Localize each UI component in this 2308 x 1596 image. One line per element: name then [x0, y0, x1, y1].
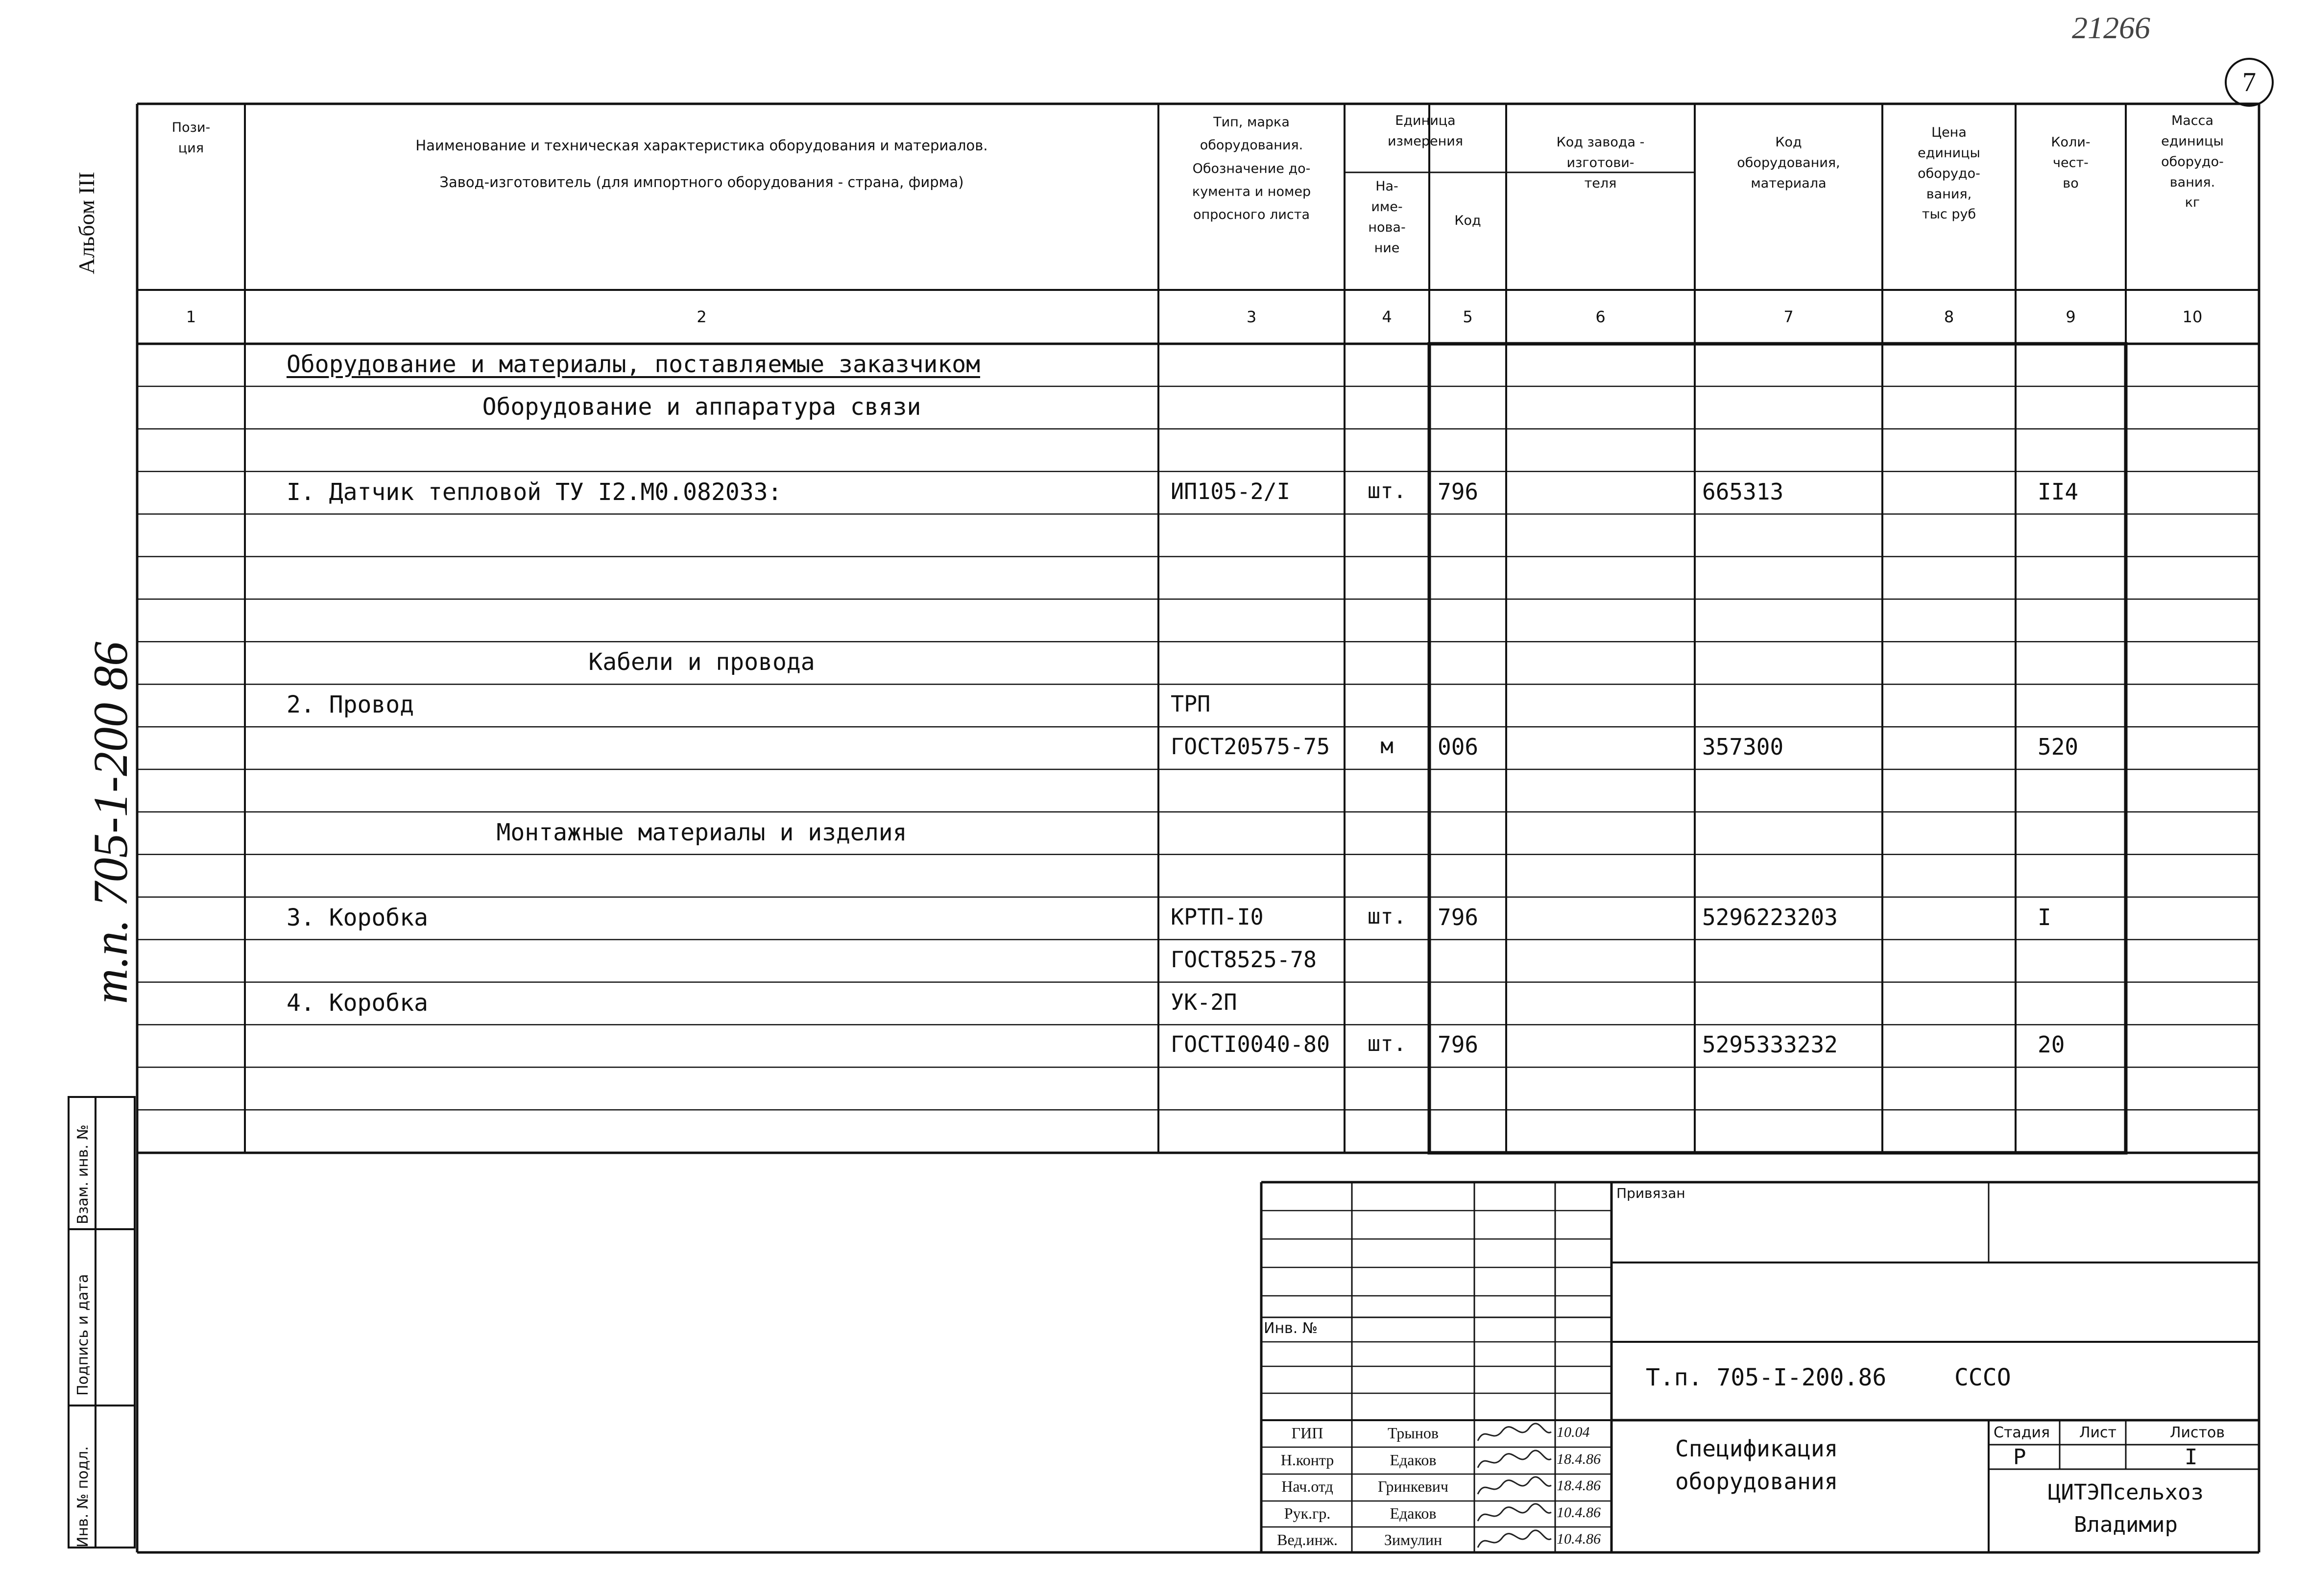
header-unit-code: Код — [1454, 213, 1481, 228]
column-number: 4 — [1382, 308, 1392, 326]
title-privyazan: Привязан — [1616, 1185, 1685, 1201]
header-price: Цена единицы оборудо- вания, тыс руб — [1918, 125, 1980, 222]
item-quantity: II4 — [2038, 478, 2079, 505]
signer-role: Нач.отд — [1281, 1477, 1333, 1495]
subsection-title: Оборудование и аппаратура связи — [482, 393, 921, 421]
signer-role: ГИП — [1291, 1424, 1323, 1442]
signer-date: 18.4.86 — [1557, 1477, 1601, 1494]
signature — [1475, 1449, 1554, 1474]
item-code: 5296223203 — [1702, 904, 1838, 930]
title-organization: ЦИТЭПсельхоз Владимир — [2048, 1480, 2204, 1537]
item-type: КРТП-I0 — [1171, 904, 1264, 930]
column-number: 8 — [1944, 308, 1954, 326]
item-name: 3. Коробка — [287, 904, 428, 931]
column-number: 9 — [2066, 308, 2076, 326]
title-suffix: СССО — [1954, 1364, 2011, 1391]
signer-date: 18.4.86 — [1557, 1451, 1601, 1467]
column-number: 10 — [2182, 308, 2203, 326]
title-designation: Т.п. 705-I-200.86 — [1646, 1364, 1887, 1391]
title-sheets-value: I — [2185, 1445, 2198, 1470]
signer-name: Гринкевич — [1377, 1477, 1448, 1495]
header-unit-name: На- име- нова- ние — [1368, 179, 1406, 256]
title-sheets-label: Листов — [2170, 1424, 2225, 1441]
title-stage-value: Р — [2013, 1445, 2026, 1470]
item-quantity: 20 — [2038, 1031, 2065, 1058]
signer-date: 10.4.86 — [1557, 1531, 1601, 1547]
header-name: Наименование и техническая характеристика оборудования и материалов. Завод-изготовитель (для импортного оборудования - страна, фирма) — [415, 137, 988, 191]
item-unit-code: 796 — [1438, 1031, 1479, 1058]
title-document-name: Спецификация оборудования — [1675, 1435, 1838, 1495]
column-number: 5 — [1463, 308, 1473, 326]
item-type: ГОСТI0040-80 — [1171, 1031, 1330, 1058]
signer-role: Н.контр — [1280, 1451, 1334, 1469]
stamp-inv-podl: Инв. № подл. — [74, 1446, 92, 1548]
stamp-vzam-inv: Взам. инв. № — [74, 1124, 92, 1224]
signature — [1475, 1476, 1554, 1500]
item-type: ГОСТ20575-75 — [1171, 734, 1330, 760]
item-code: 665313 — [1702, 478, 1784, 505]
archive-code: 21266 — [2072, 10, 2150, 45]
item-unit-code: 006 — [1438, 734, 1479, 761]
project-number-handwritten: т.п. 705-1-200 86 — [83, 641, 138, 1004]
signature — [1475, 1422, 1554, 1447]
item-unit: шт. — [1367, 904, 1407, 929]
signature — [1475, 1502, 1554, 1527]
header-qty: Коли- чест- во — [2051, 135, 2091, 191]
header-pos: Пози- ция — [171, 120, 211, 156]
item-quantity: 520 — [2038, 734, 2079, 761]
item-unit-code: 796 — [1438, 904, 1479, 930]
subsection-title: Монтажные материалы и изделия — [496, 818, 907, 846]
column-number: 6 — [1595, 308, 1606, 326]
column-number: 7 — [1783, 308, 1794, 326]
item-type: ГОСТ8525-78 — [1171, 946, 1317, 973]
signer-date: 10.4.86 — [1557, 1504, 1601, 1521]
section-title: Оборудование и материалы, поставляемые заказчиком — [287, 351, 981, 378]
sheet-number: 7 — [2242, 67, 2256, 97]
item-unit: шт. — [1367, 1031, 1407, 1057]
header-unit-group: Единица измерения — [1387, 113, 1464, 149]
signature — [1475, 1529, 1554, 1553]
item-unit: м — [1380, 734, 1394, 759]
header-plant: Код завода - изготови- теля — [1556, 135, 1645, 191]
signer-date: 10.04 — [1557, 1424, 1590, 1440]
header-type: Тип, марка оборудования. Обозначение до- кумента и номер опросного листа — [1192, 115, 1311, 222]
header-code: Код оборудования, материала — [1737, 135, 1840, 191]
signer-name: Едаков — [1390, 1504, 1437, 1522]
column-number: 3 — [1246, 308, 1257, 326]
item-type: ТРП — [1171, 691, 1211, 717]
stamp-podpis-data: Подпись и дата — [74, 1274, 92, 1396]
album-label: Альбом III — [74, 171, 99, 274]
title-stage-label: Стадия — [1994, 1424, 2050, 1441]
title-inv-no: Инв. № — [1264, 1320, 1318, 1337]
column-number: 1 — [186, 308, 196, 326]
item-code: 5295333232 — [1702, 1031, 1838, 1058]
item-type: ИП105-2/I — [1171, 478, 1290, 504]
item-unit: шт. — [1367, 478, 1407, 503]
title-sheet-label: Лист — [2079, 1424, 2117, 1441]
signer-role: Вед.инж. — [1277, 1531, 1338, 1548]
signer-role: Рук.гр. — [1284, 1504, 1331, 1522]
header-mass: Масса единицы оборудо- вания. кг — [2161, 113, 2224, 211]
signer-name: Едаков — [1390, 1451, 1437, 1469]
item-code: 357300 — [1702, 734, 1784, 761]
item-type: УК-2П — [1171, 989, 1237, 1015]
signer-name: Зимулин — [1384, 1531, 1442, 1548]
item-name: 2. Провод — [287, 691, 414, 719]
item-unit-code: 796 — [1438, 478, 1479, 505]
item-quantity: I — [2038, 904, 2051, 930]
signer-name: Трынов — [1387, 1424, 1439, 1442]
column-number: 2 — [697, 308, 707, 326]
item-name: 4. Коробка — [287, 989, 428, 1017]
subsection-title: Кабели и провода — [588, 648, 815, 676]
item-name: I. Датчик тепловой ТУ I2.М0.082033: — [287, 478, 782, 506]
